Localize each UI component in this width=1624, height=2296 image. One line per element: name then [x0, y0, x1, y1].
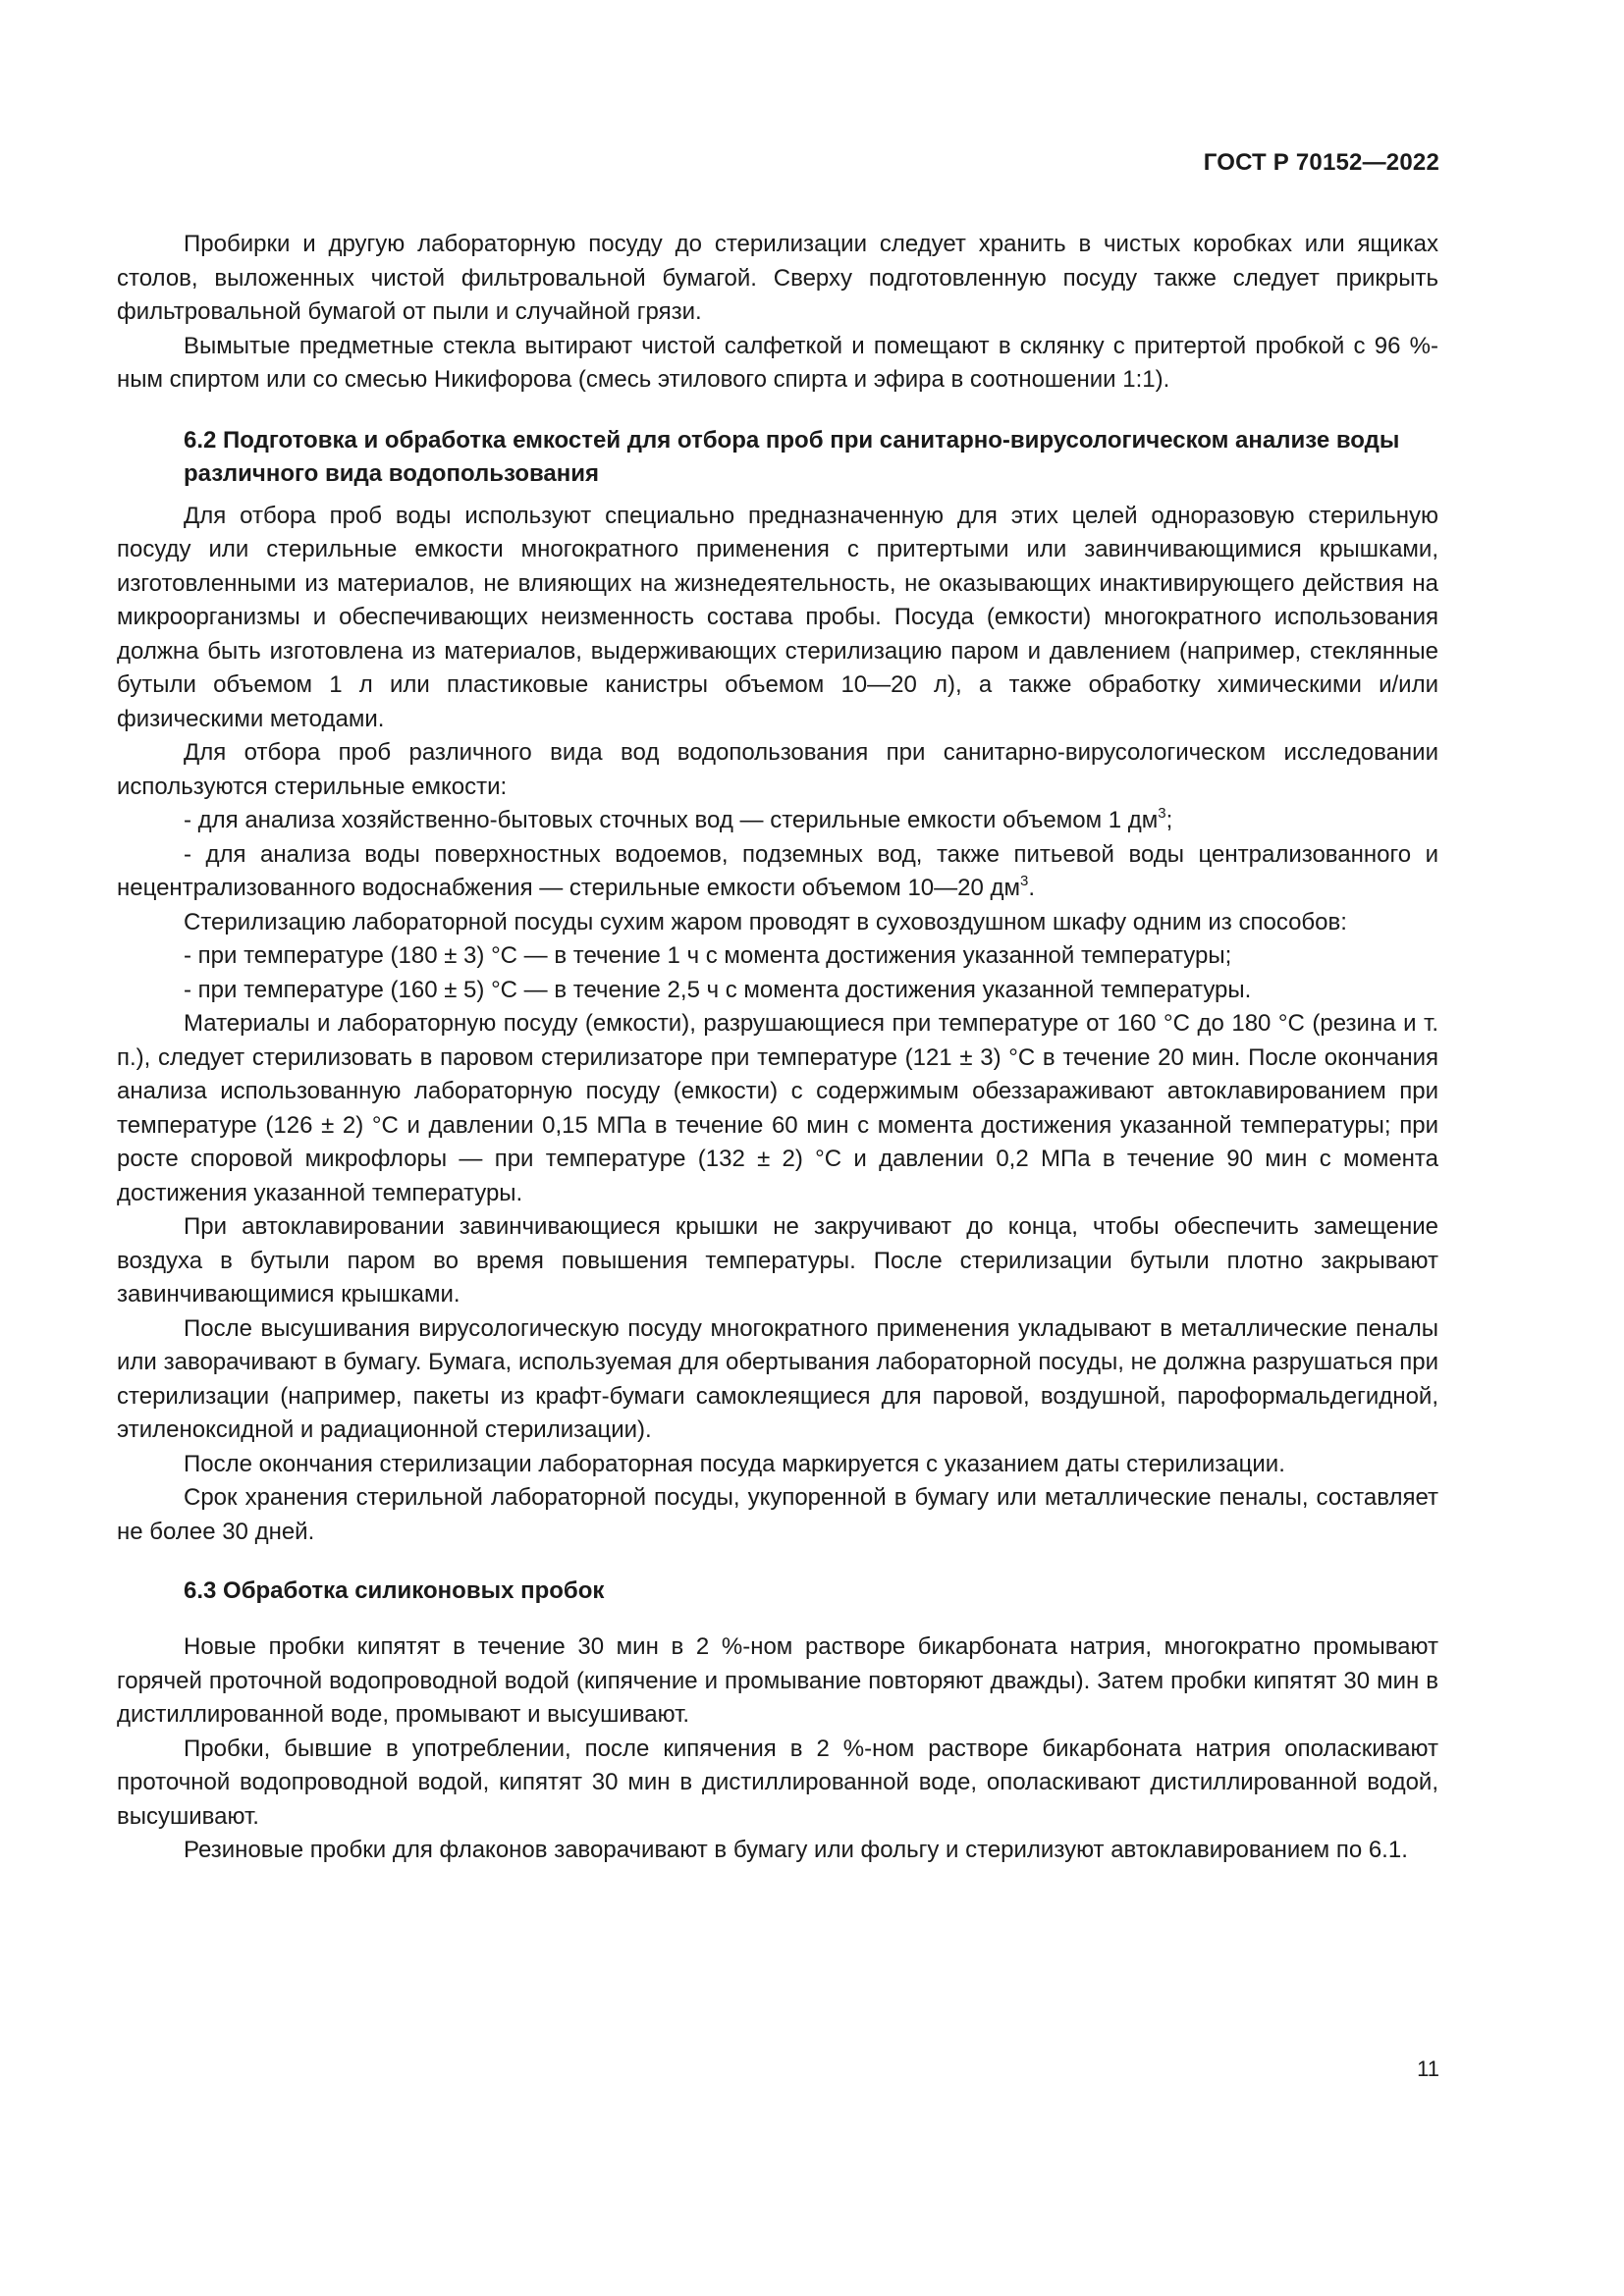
paragraph-6-2-1: Для отбора проб воды используют специально предназначенную для этих целей одноразовую стерильную посуду или стерильные емкости многократного применения с притертыми или завинчивающимися крышками, изготовленными из материалов, не влияющих на жизнедеятельность, не оказывающих инактивирующего действия на микроорганизмы и обеспечивающих неизменность состава пробы. Посуда (емкости) многократного использования должна быть изготовлена из материалов, выдерживающих стерилизацию паром и давлением (например, стеклянные бутыли объемом 1 л или пластиковые канистры объемом 10—20 л), а также обработку химическими и/или физическими методами.	[117, 502, 1438, 732]
paragraph-6-3-1: Новые пробки кипятят в течение 30 мин в 2 %-ном растворе бикарбоната натрия, многократно промывают горячей проточной водопроводной водой (кипячение и промывание повторяют дважды). Затем пробки кипятят 30 мин в дистиллированной воде, промывают и высушивают.	[117, 1633, 1438, 1728]
section-heading-6-3: 6.3 Обработка силиконовых пробок	[184, 1577, 605, 1604]
paragraph-storage: Пробирки и другую лабораторную посуду до стерилизации следует хранить в чистых коробках или ящиках столов, выложенных чистой фильтровальной бумагой. Сверху подготовленную посуду также следует прикрыть фильтровальной бумагой от пыли и случайной грязи.	[117, 231, 1438, 325]
list-item-sewage-end: ;	[1165, 807, 1173, 833]
paragraph-6-2-2: Для отбора проб различного вида вод водопользования при санитарно-вирусологическом исследовании используются стерильные емкости:	[117, 739, 1438, 800]
list-item-temp-180: - при температуре (180 ± 3) °С — в течение 1 ч с момента достижения указанной температуры;	[184, 942, 1232, 969]
list-item-sewage	[117, 804, 1438, 838]
paragraph-6-3-3: Резиновые пробки для флаконов заворачивают в бумагу или фольгу и стерилизуют автоклавированием по 6.1.	[184, 1837, 1408, 1863]
superscript-cube: 3	[1158, 805, 1166, 822]
list-item-surface-water-text: - для анализа воды поверхностных водоемов, подземных вод, также питьевой воды централизованного и нецентрализованного водоснабжения — стерильные емкости объемом 10—20 дм	[117, 840, 1438, 901]
paragraph-6-2-3: Стерилизацию лабораторной посуды сухим жаром проводят в суховоздушном шкафу одним из способов:	[184, 908, 1347, 935]
paragraph-6-2-7: После окончания стерилизации лабораторная посуда маркируется с указанием даты стерилизации.	[184, 1450, 1285, 1477]
paragraph-6-2-6: После высушивания вирусологическую посуду многократного применения укладывают в металлические пеналы или заворачивают в бумагу. Бумага, используемая для обертывания лабораторной посуды, не должна разрушаться при стерилизации (например, пакеты из крафт-бумаги самоклеящиеся для паровой, воздушной, пароформальдегидной, этиленоксидной и радиационной стерилизации).	[117, 1314, 1438, 1443]
list-item-surface-water	[117, 838, 1438, 906]
list-item-temp-160: - при температуре (160 ± 5) °С — в течение 2,5 ч с момента достижения указанной температуры.	[184, 976, 1252, 1003]
paragraph-6-2-8: Срок хранения стерильной лабораторной посуды, укупоренной в бумагу или металлические пеналы, составляет не более 30 дней.	[117, 1484, 1438, 1545]
standard-number-header: ГОСТ Р 70152—2022	[1203, 149, 1439, 176]
paragraph-6-2-4: Материалы и лабораторную посуду (емкости), разрушающиеся при температуре от 160 °С до 180 °С (резина и т. п.), следует стерилизовать в паровом стерилизаторе при температуре (121 ± 3) °С в течение 20 мин. После окончания анализа использованную лабораторную посуду (емкости) с содержимым обеззараживают автоклавированием при температуре (126 ± 2) °С и давлении 0,15 МПа в течение 60 мин с момента достижения указанной температуры; при росте споровой микрофлоры — при температуре (132 ± 2) °С и давлении 0,2 МПа в течение 90 мин с момента достижения указанной температуры.	[117, 1010, 1438, 1206]
superscript-cube: 3	[1020, 873, 1029, 889]
paragraph-slides: Вымытые предметные стекла вытирают чистой салфеткой и помещают в склянку с притертой пробкой с 96 %-ным спиртом или со смесью Никифорова (смесь этилового спирта и эфира в соотношении 1:1).	[117, 332, 1438, 393]
page-number: 11	[1417, 2056, 1439, 2081]
paragraph-6-2-5: При автоклавировании завинчивающиеся крышки не закручивают до конца, чтобы обеспечить замещение воздуха в бутыли паром во время повышения температуры. После стерилизации бутыли плотно закрывают завинчивающимися крышками.	[117, 1213, 1438, 1308]
list-item-sewage-text: - для анализа хозяйственно-бытовых сточных вод — стерильные емкости объемом 1 дм	[184, 807, 1159, 833]
paragraph-6-3-2: Пробки, бывшие в употреблении, после кипячения в 2 %-ном растворе бикарбоната натрия ополаскивают проточной водопроводной водой, кипятят 30 мин в дистиллированной воде, ополаскивают дистиллированной водой, высушивают.	[117, 1735, 1438, 1830]
section-heading-6-2: 6.2 Подготовка и обработка емкостей для отбора проб при санитарно-вирусологическом анализе воды различного вида водопользования	[184, 426, 1400, 487]
document-body	[117, 228, 1438, 1868]
list-item-surface-water-end: .	[1028, 875, 1036, 901]
